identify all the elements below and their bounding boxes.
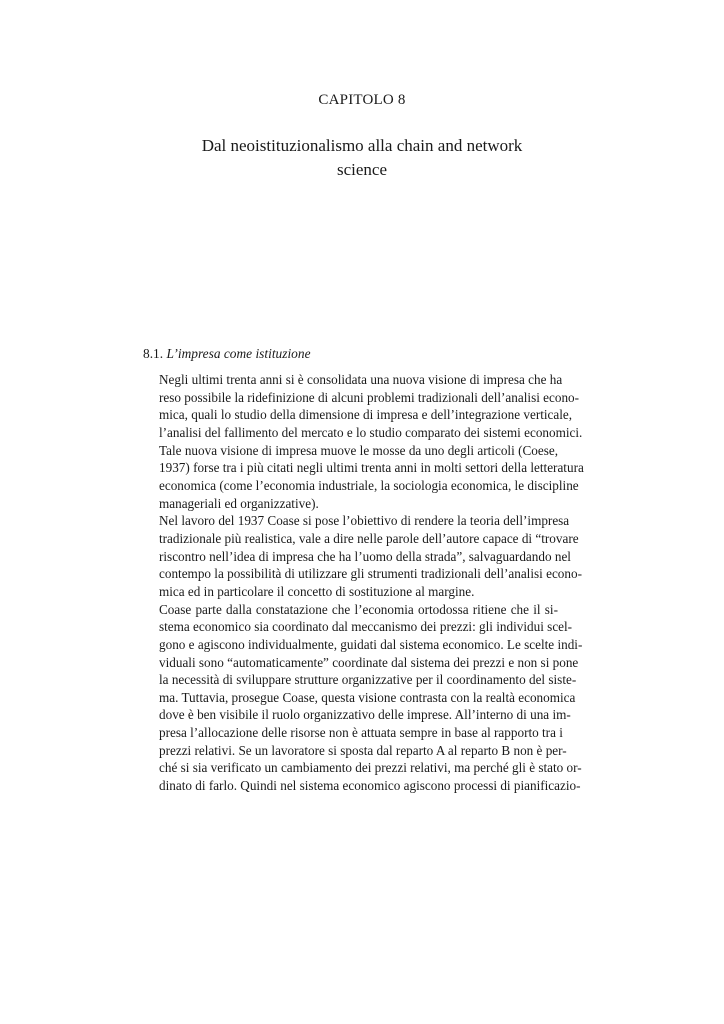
- paragraph-line: ma. Tuttavia, prosegue Coase, questa visione contrasta con la realtà economica: [159, 689, 576, 705]
- paragraph-line: ché si sia verificato un cambiamento dei prezzi relativi, ma perché gli è stato or-: [159, 760, 582, 776]
- paragraph-line: riscontro nell’idea di impresa che ha l’uomo della strada”, salvaguardando nel: [159, 548, 571, 564]
- paragraph-line: reso possibile la ridefinizione di alcuni problemi tradizionali dell’analisi econo-: [159, 389, 580, 405]
- paragraph-line: stema economico sia coordinato dal meccanismo dei prezzi: gli individui scel-: [159, 619, 573, 635]
- paragraph-line: economica (come l’economia industriale, la sociologia economica, le discipline: [159, 477, 579, 493]
- paragraph-line: Negli ultimi trenta anni si è consolidata una nuova visione di impresa che ha: [159, 372, 563, 387]
- paragraph-line: dinato di farlo. Quindi nel sistema economico agiscono processi di pianificazio-: [159, 778, 581, 794]
- paragraph-line: mica ed in particolare il concetto di sostituzione al margine.: [159, 583, 475, 599]
- paragraph-line: viduali sono “automaticamente” coordinate dal sistema dei prezzi e non si pone: [159, 654, 579, 670]
- chapter-title-line: Dal neoistituzionalismo alla chain and network: [201, 136, 523, 155]
- paragraph-line: gono e agiscono individualmente, guidati dal sistema economico. Le scelte indi-: [159, 636, 583, 652]
- paragraph-line: l’analisi del fallimento del mercato e lo studio comparato dei sistemi economici.: [159, 424, 583, 440]
- paragraph-line: prezzi relativi. Se un lavoratore si sposta dal reparto A al reparto B non è per-: [159, 742, 567, 758]
- section-title: L’impresa come istituzione: [166, 346, 311, 361]
- paragraph-line: la necessità di sviluppare strutture organizzative per il coordinamento del siste-: [159, 672, 577, 688]
- chapter-label: CAPITOLO 8: [318, 92, 406, 108]
- paragraph-line: 1937) forse tra i più citati negli ultimi trenta anni in molti settori della letteratura: [159, 460, 584, 476]
- section-heading: [143, 346, 311, 362]
- paragraph-line: dove è ben visibile il ruolo organizzativo delle imprese. All’interno di una im-: [159, 707, 571, 723]
- body-text: [143, 371, 584, 795]
- paragraph: [143, 512, 582, 600]
- paragraph-line: contempo la possibilità di utilizzare gli strumenti tradizionali dell’analisi econo-: [159, 566, 582, 582]
- paragraph-line: tradizionale più realistica, vale a dire nelle parole dell’autore capace di “trovare: [159, 530, 579, 546]
- chapter-title: [180, 134, 544, 182]
- paragraph-line: Nel lavoro del 1937 Coase si pose l’obiettivo di rendere la teoria dell’impresa: [159, 513, 570, 529]
- chapter-title-line: science: [336, 160, 388, 179]
- paragraph-line: Tale nuova visione di impresa muove le mosse da uno degli articoli (Coese,: [159, 442, 558, 458]
- paragraph-line: presa l’allocazione delle risorse non è attuata sempre in base al rapporto tra i: [159, 725, 563, 741]
- paragraph: [143, 601, 583, 795]
- paragraph: [143, 371, 584, 512]
- section-number: 8.1.: [143, 346, 164, 361]
- paragraph-line: mica, quali lo studio della dimensione di impresa e dell’integrazione verticale,: [159, 407, 573, 423]
- paragraph-line: Coase parte dalla constatazione che l’economia ortodossa ritiene che il si-: [159, 601, 558, 617]
- paragraph-line: manageriali ed organizzative).: [159, 495, 319, 511]
